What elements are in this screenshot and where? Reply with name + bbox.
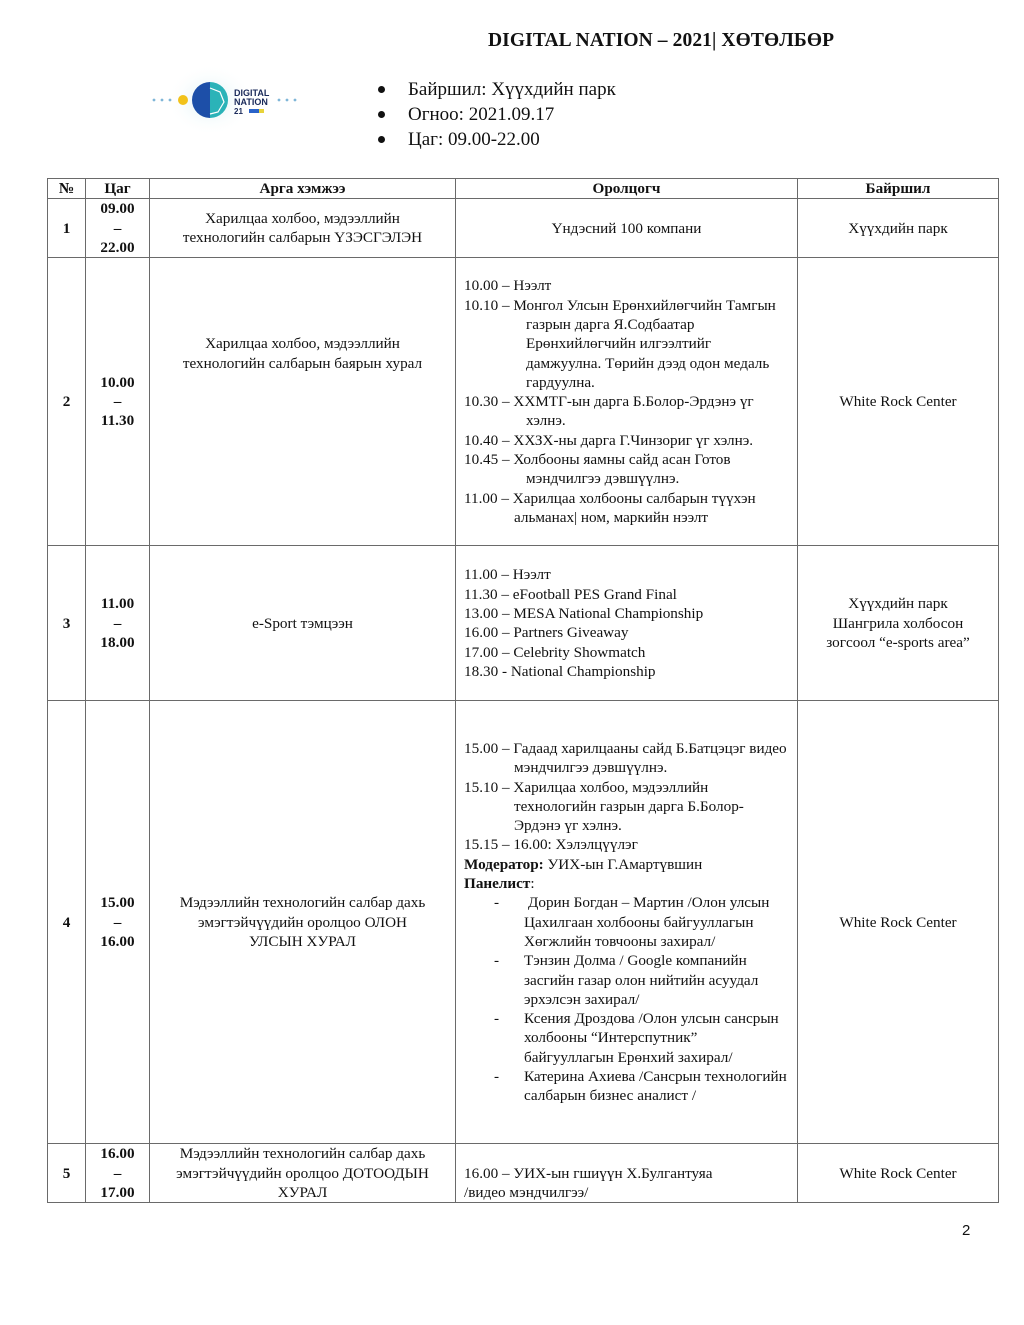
dash-bullet-icon: - <box>494 1068 500 1086</box>
table-row <box>48 701 999 1144</box>
panelist-item: - Ксения Дроздова /Олон улсын сансрын холбооны “Интерспутник” байгууллагын Ерөнхий захирал/ <box>494 1010 779 1066</box>
row-location: Хүүхдийн парк Шангрила холбосон зогсоол “e-sports area” <box>798 546 999 701</box>
moderator-line: Модератор: УИХ-ын Г.Амартүвшин <box>464 855 703 873</box>
logo-text-line1: DIGITAL <box>234 88 270 98</box>
logo-graphic <box>148 62 304 138</box>
row-activity: Мэдээллийн технологийн салбар дахь эмэгтэйчүүдийн оролцоо ДОТООДЫН ХУРАЛ <box>150 1144 456 1203</box>
row-location: White Rock Center <box>798 1144 999 1203</box>
panelist-item: - Тэнзин Долма / Google компанийн засгийн газар олон нийтийн асуудал эрхэлсэн захирал/ <box>494 952 759 1008</box>
bullet-icon <box>378 136 385 143</box>
col-header-number: № <box>48 179 86 199</box>
row-participants: 10.00 – Нээлт 10.10 – Монгол Улсын Ерөнхийлөгчийн Тамгын газрын дарга Я.Содбаатар Ерөнхийлөгчийн илгээлтийг дамжуулна. Төрийн дээд одон медаль гардуулна. 10.30 – ХХМТГ-ын дарга Б.Болор-Эрдэнэ үг хэлнэ. 10.40 – ХХЗХ-ны дарга Г.Чинзориг үг хэлнэ. 10.45 – Холбооны яамны сайд асан Готов мэндчилгээ дэвшүүлнэ. 11.00 – Харилцаа холбооны салбарын түүхэн альманах| ном, маркийн нээлт <box>456 258 798 546</box>
table-header-row <box>48 179 999 199</box>
row-activity: Харилцаа холбоо, мэдээллийн технологийн салбарын ҮЗЭСГЭЛЭН <box>150 199 456 258</box>
panelist-item: - Дорин Богдан – Мартин /Олон улсын Цахилгаан холбооны байгууллагын Хөгжлийн товчооны захирал/ <box>494 894 770 950</box>
col-header-location: Байршил <box>798 179 999 199</box>
digital-nation-logo <box>148 62 304 138</box>
table-row <box>48 546 999 701</box>
bullet-icon <box>378 111 385 118</box>
col-header-participants: Оролцогч <box>456 179 798 199</box>
event-info-list <box>378 77 616 152</box>
row-number: 2 <box>48 258 86 546</box>
row-time: 09.00 – 22.00 <box>86 199 150 258</box>
row-time: 11.00 – 18.00 <box>86 546 150 701</box>
dash-bullet-icon: - <box>494 894 500 912</box>
row-participants: Үндэсний 100 компани <box>456 199 798 258</box>
logo-text-line3: 21 <box>234 107 243 116</box>
row-location: Хүүхдийн парк <box>798 199 999 258</box>
row-participants: 11.00 – Нээлт 11.30 – eFootball PES Grand Final 13.00 – MESA National Championship 16.00 – Partners Giveaway 17.00 – Celebrity Showmatch 18.30 - National Championship <box>456 546 798 701</box>
row-location: White Rock Center <box>798 701 999 1144</box>
logo-text-line2: NATION <box>234 97 268 107</box>
info-date: Огноо: 2021.09.17 <box>378 102 616 127</box>
info-time: Цаг: 09.00-22.00 <box>378 127 616 152</box>
row-activity: Харилцаа холбоо, мэдээллийн технологийн салбарын баярын хурал <box>150 258 456 546</box>
row-number: 4 <box>48 701 86 1144</box>
row-participants: 16.00 – УИХ-ын гшиүүн Х.Булгантуяа /видео мэндчилгээ/ <box>456 1144 798 1203</box>
row-participants: 15.00 – Гадаад харилцааны сайд Б.Батцэцэг видео мэндчилгээ дэвшүүлнэ. 15.10 – Харилцаа холбоо, мэдээллийн технологийн газрын дарга Б.Болор-Эрдэнэ үг хэлнэ. 15.15 – 16.00: Хэлэлцүүлэг Модератор: УИХ-ын Г.Амартүвшин Панелист: - Дорин Богдан – Мартин /Олон улсын Цахилгаан холбооны байгууллагын Хөгжлийн товчооны захирал/ - Тэнзин Долма / Google компанийн засгийн газар олон нийтийн асуудал эрхэлсэн захирал/ - Ксения Дроздова /Олон улсын сансрын холбооны “Интерспутник” байгууллагын Ерөнхий захирал/ - Катерина Ахиева /Сансрын технологийн салбарын бизнес аналист / <box>456 701 798 1144</box>
col-header-time: Цаг <box>86 179 150 199</box>
panelist-heading: Панелист: <box>464 875 535 893</box>
row-activity: Мэдээллийн технологийн салбар дахь эмэгтэйчүүдийн оролцоо ОЛОН УЛСЫН ХУРАЛ <box>150 701 456 1144</box>
panelist-list <box>464 893 789 1105</box>
info-location: Байршил: Хүүхдийн парк <box>378 77 616 102</box>
row-number: 1 <box>48 199 86 258</box>
dash-bullet-icon: - <box>494 952 500 970</box>
col-header-activity: Арга хэмжээ <box>150 179 456 199</box>
table-row <box>48 1144 999 1203</box>
table-row <box>48 258 999 546</box>
table-row <box>48 199 999 258</box>
document-title: DIGITAL NATION – 2021| ХӨТӨЛБӨР <box>488 30 835 51</box>
row-activity: e-Sport тэмцээн <box>150 546 456 701</box>
row-time: 15.00 – 16.00 <box>86 701 150 1144</box>
dash-bullet-icon: - <box>494 1010 500 1028</box>
row-time: 16.00 – 17.00 <box>86 1144 150 1203</box>
page-number: 2 <box>962 1222 971 1239</box>
panelist-item: - Катерина Ахиева /Сансрын технологийн салбарын бизнес аналист / <box>494 1068 787 1105</box>
row-number: 3 <box>48 546 86 701</box>
row-location: White Rock Center <box>798 258 999 546</box>
schedule-table <box>47 178 999 1203</box>
bullet-icon <box>378 86 385 93</box>
row-number: 5 <box>48 1144 86 1203</box>
row-time: 10.00 – 11.30 <box>86 258 150 546</box>
